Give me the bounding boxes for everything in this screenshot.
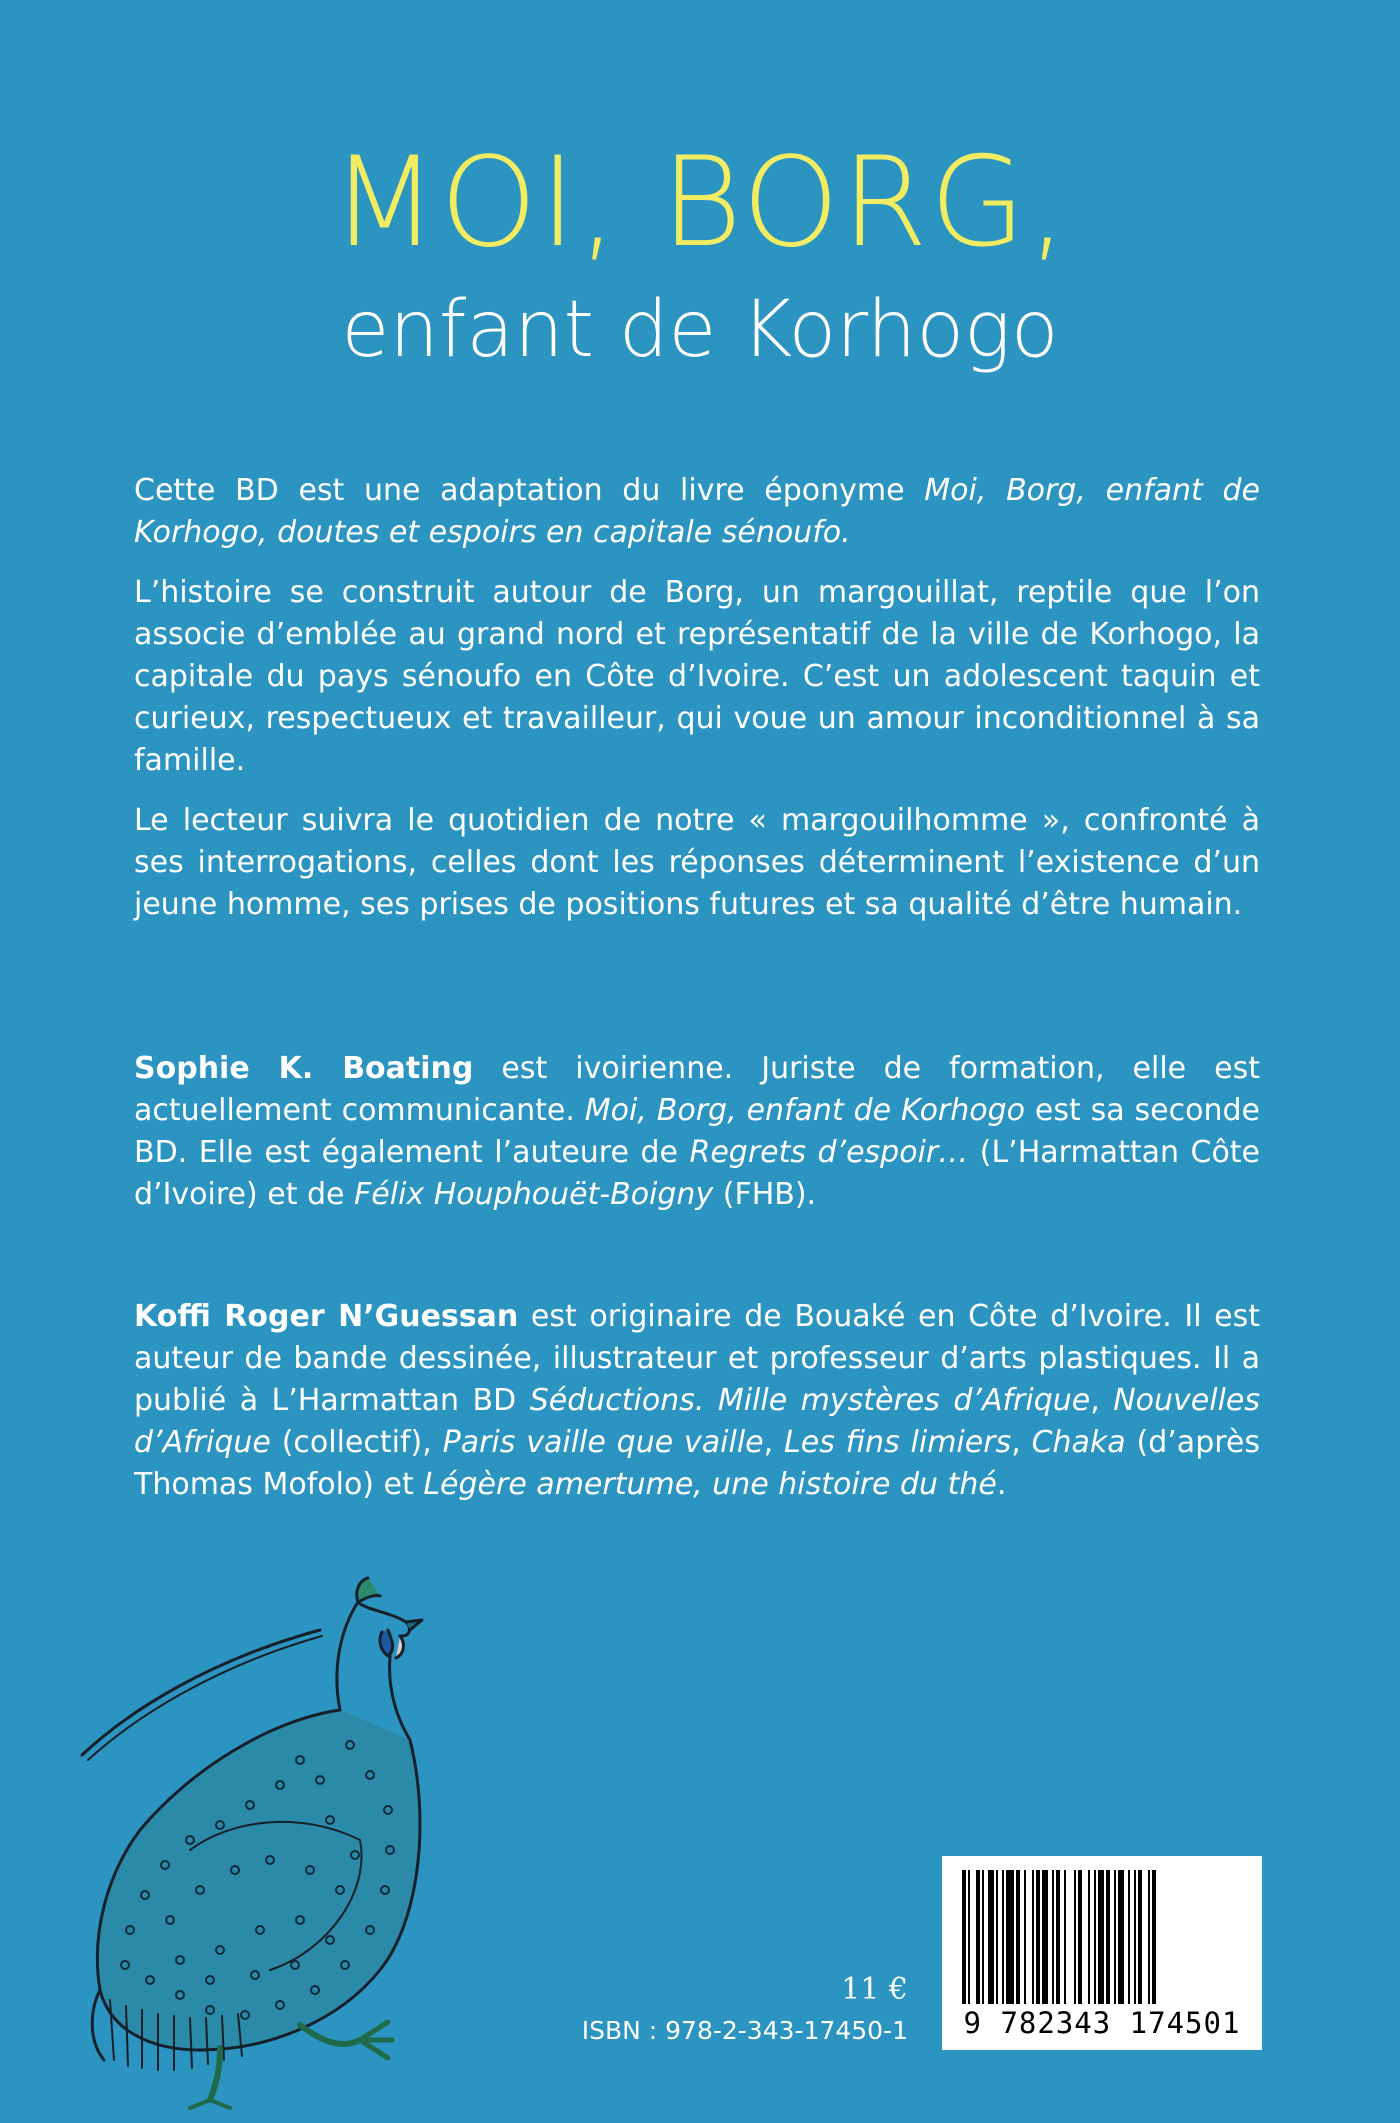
- barcode-digits: 9 782343 174501: [963, 2006, 1241, 2040]
- barcode-bar: [988, 1870, 994, 2004]
- bio-text: est originaire de Bouaké en Côte d’Ivoire. Il est auteur de bande dessinée, illustrateur et professeur d’arts plastiques. Il a publié à L’Harmattan BD: [134, 1299, 1260, 1418]
- barcode-bar: [1118, 1870, 1124, 2004]
- barcode-bar: [1078, 1870, 1082, 2004]
- barcode-bar: [962, 1870, 966, 2004]
- blurb-paragraph-3: Le lecteur suivra le quotidien de notre « margouilhomme », confronté à ses interrogations, celles dont les réponses déterminent l’existence d’un jeune homme, ses prises de positions futures et sa qualité d’être humain.: [134, 803, 1260, 922]
- author-bio-paragraph: [134, 1048, 1260, 1216]
- barcode-bar: [1032, 1870, 1034, 2004]
- price: 11 €: [841, 1972, 908, 2007]
- barcode-bar: [996, 1870, 998, 2004]
- blurb: [134, 470, 1260, 944]
- barcode-bar: [1138, 1870, 1142, 2004]
- isbn: ISBN : 978-2-343-17450-1: [581, 2016, 908, 2045]
- barcode-bar: [1114, 1870, 1116, 2004]
- barcode-bar: [968, 1870, 970, 2004]
- bio-text: ,: [763, 1425, 785, 1460]
- bio-title-reference: Regrets d’espoir…: [689, 1135, 969, 1170]
- barcode-bar: [1074, 1870, 1076, 2004]
- barcode-bar: [1098, 1870, 1104, 2004]
- barcode-bar: [1064, 1870, 1066, 2004]
- illustrator-bio: [134, 1296, 1260, 1524]
- barcode: [942, 1856, 1262, 2050]
- barcode-bar: [1056, 1870, 1060, 2004]
- bio-text: .: [996, 1467, 1007, 1502]
- barcode-bar: [1134, 1870, 1136, 2004]
- barcode-bar: [976, 1870, 980, 2004]
- barcode-bar: [1088, 1870, 1090, 2004]
- author-name: Sophie K. Boating: [134, 1051, 474, 1086]
- barcode-bar: [1128, 1870, 1130, 2004]
- blurb-paragraph-1: [134, 470, 1260, 554]
- bio-title-reference: Les fins limiers: [784, 1425, 1012, 1460]
- barcode-bar: [1152, 1870, 1156, 2004]
- bio-text: (d’après Thomas Mofolo) et: [134, 1425, 1260, 1502]
- author-bio: [134, 1048, 1260, 1234]
- bio-text: (FHB).: [713, 1177, 817, 1212]
- book-subtitle: enfant de Korhogo: [341, 285, 1059, 375]
- bio-title-reference: Chaka: [1031, 1425, 1126, 1460]
- bio-title-reference: Séductions. Mille mystères d’Afrique: [529, 1383, 1091, 1418]
- barcode-bar: [982, 1870, 984, 2004]
- bio-text: est sa seconde BD. Elle est également l’auteure de: [134, 1093, 1260, 1170]
- bio-title-reference: Moi, Borg, enfant de Korhogo: [584, 1093, 1026, 1128]
- bio-text: (L’Harmattan Côte d’Ivoire) et de: [134, 1135, 1261, 1212]
- bio-text: ,: [1011, 1425, 1032, 1460]
- bio-title-reference: Félix Houphouët-Boigny: [354, 1177, 714, 1212]
- illustrator-bio-paragraph: [134, 1296, 1260, 1506]
- barcode-bar: [1016, 1870, 1020, 2004]
- blurb-book-reference: Moi, Borg, enfant de Korhogo, doutes et espoirs en capitale sénoufo.: [134, 473, 1260, 550]
- guinea-fowl-illustration: [70, 1570, 470, 2110]
- barcode-bar: [1106, 1870, 1110, 2004]
- barcode-bar: [1042, 1870, 1048, 2004]
- barcode-bar: [1094, 1870, 1096, 2004]
- barcode-bar: [1036, 1870, 1040, 2004]
- blurb-paragraph-2: L’histoire se construit autour de Borg, un margouillat, reptile que l’on associe d’emblée au grand nord et représentatif de la ville de Korhogo, la capitale du pays sénoufo en Côte d’Ivoire. C’est un adolescent taquin et curieux, respectueux et travailleur, qui voue un amour inconditionnel à sa famille.: [134, 575, 1260, 778]
- barcode-bars: [960, 1870, 1244, 2004]
- bio-text: ,: [1090, 1383, 1114, 1418]
- book-title: MOI, BORG,: [330, 131, 1070, 275]
- bio-title-reference: Nouvelles d’Afrique: [134, 1383, 1261, 1460]
- bio-title-reference: Légère amertume, une histoire du thé: [423, 1467, 997, 1502]
- barcode-bar: [1006, 1870, 1014, 2004]
- illustrator-name: Koffi Roger N’Guessan: [134, 1299, 519, 1334]
- blurb-text: Cette BD est une adaptation du livre éponyme: [134, 473, 925, 508]
- bio-title-reference: Paris vaille que vaille: [442, 1425, 764, 1460]
- barcode-bar: [1052, 1870, 1054, 2004]
- bio-text: est ivoirienne. Juriste de formation, elle est actuellement communicante.: [134, 1051, 1260, 1128]
- barcode-bar: [1148, 1870, 1150, 2004]
- barcode-bar: [1024, 1870, 1026, 2004]
- bio-text: (collectif),: [270, 1425, 443, 1460]
- barcode-bar: [1002, 1870, 1004, 2004]
